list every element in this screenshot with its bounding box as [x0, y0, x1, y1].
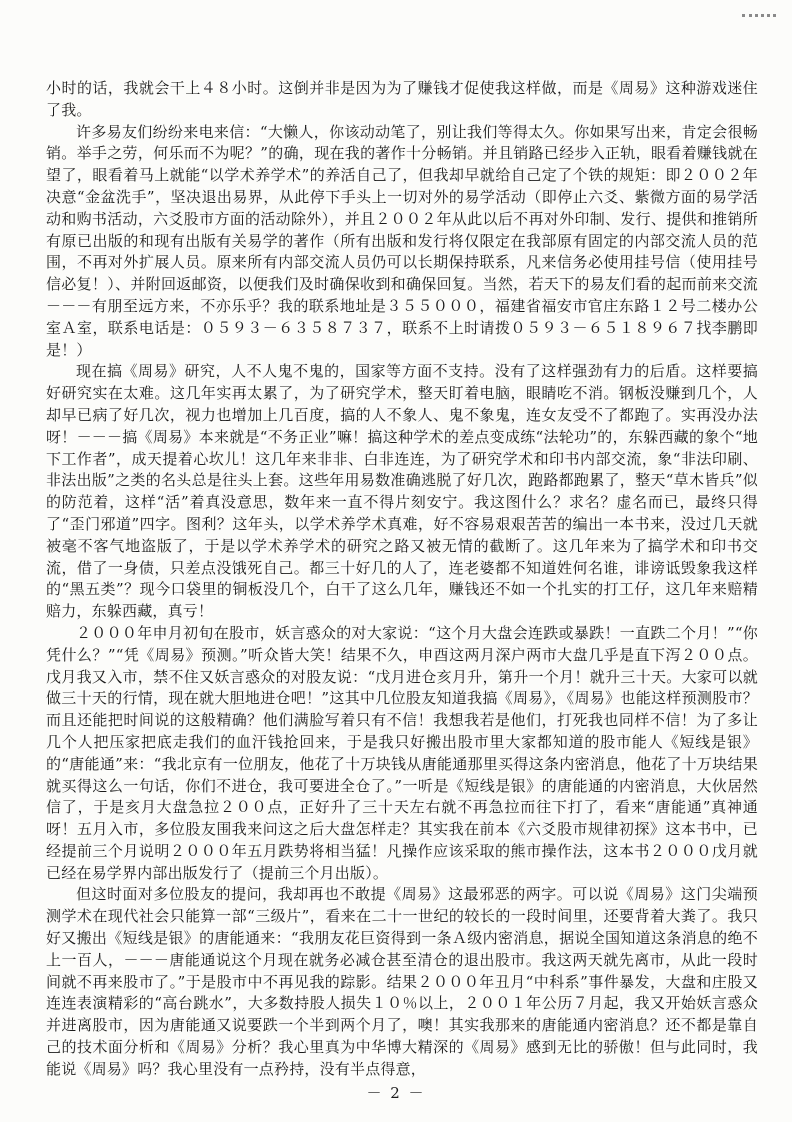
paragraph-research-hardship: 现在搞《周易》研究，人不人鬼不鬼的，国家等方面不支持。没有了这样强劲有力的后盾。这样要搞好研究实在太难。这几年实再太累了，为了研究学术，整天盯着电脑，眼睛吃不消。钢板没赚到几个，人却早已病了好几次，视力也增加上几百度，搞的人不象人、鬼不象鬼，连女友受不了都跑了。实再没办法呀！－－－搞《周易》本来就是“不务正业”嘛！搞这种学术的差点变成练“法轮功”的，东躲西藏的象个“地下工作者”，成天提着心坎儿！这几年来非非、白非连连，为了研究学术和印书内部交流，象“非法印刷、非法出版”之类的名头总是往头上套。这些年用易数准确逃脱了好几次，跑路都跑累了，整天“草木皆兵”似的防范着，这样“活”着真没意思，数年来一直不得片刻安宁。我这图什么？求名？虚名而已，最终只得了“歪门邪道”四字。图利？这年头，以学术养学术真难，好不容易艰艰苦苦的编出一本书来，没过几天就被毫不客气地盗版了，于是以学术养学术的研究之路又被无情的截断了。这几年来为了搞学术和印书交流，借了一身债，只差点没饿死自己。都三十好几的人了，连老婆都不知道姓何名谁，诽谤诋毁象我这样的“黑五类”？现今口袋里的铜板没几个，白干了这么几年，赚钱还不如一个扎实的打工仔，这几年来赔精赔力，东躲西藏，真亏！	[46, 362, 758, 621]
paragraph-stock-prediction-2000: ２０００年申月初旬在股市，妖言惑众的对大家说：“这个月大盘会连跌或暴跌！一直跌二个月！”“你凭什么？”“凭《周易》预测。”听众皆大笑！结果不久，申酉这两月深户两市大盘几乎是直下泻２００点。戊月我又入市，禁不住又妖言惑众的对股友说：“戊月进仓亥月升，第升一个月！就升三十天。大家可以就做三十天的行情，现在就大胆地进仓吧！”这其中几位股友知道我搞《周易》，《周易》也能这样预测股市？而且还能把时间说的这般精确？他们满脸写着只有不信！我想我若是他们，打死我也同样不信！为了多让几个人把压家把底走我们的血汗钱抢回来，于是我只好搬出股市里大家都知道的股市能人《短线是银》的“唐能通”来：“我北京有一位朋友，他花了十万块钱从唐能通那里买得这条内密消息，他花了十万块结果就买得这么一句话，你们不进仓，我可要进全仓了。”一听是《短线是银》的唐能通的内密消息，大伙居然信了，于是亥月大盘急拉２００点，正好升了三十天左右就不再急拉而往下打了，看来“唐能通”真神通呀！五月入市，多位股友围我来问这之后大盘怎样走？其实我在前本《六爻股市规律初探》这本书中，已经提前三个月说明２０００年五月跌势将相当猛！凡操作应该采取的熊市操作法，这本书２０００戊月就已经在易学界内部出版发行了（提前三个月出版）。	[46, 623, 758, 882]
body-text	[46, 78, 758, 1081]
paragraph-retirement-notice: 许多易友们纷纷来电来信：“大懒人，你该动动笔了，别让我们等得太久。你如果写出来，肯定会很畅销。举手之劳，何乐而不为呢？”的确，现在我的著作十分畅销。并且销路已经步入正轨，眼看着赚钱就在望了，眼看着马上就能“以学术养学术”的养活自己了，但我却早就给自己定了个铁的规矩：即２００２年决意“金盆洗手”，坚决退出易界，从此停下手头上一切对外的易学活动（即停止六爻、紫微方面的易学活动和购书活动，六爻股市方面的活动除外），并且２００２年从此以后不再对外印制、发行、提供和推销所有原已出版的和现有出版有关易学的著作（所有出版和发行将仅限定在我部原有固定的内部交流人员的范围，不再对外扩展人员。原来所有内部交流人员仍可以长期保持联系，凡来信务必使用挂号信（使用挂号信必复！）、并附回返邮资，以便我们及时确保收到和确保回复。当然，若天下的易友们看的起而前来交流－－－有朋至远方来，不亦乐乎？我的联系地址是３５５０００，福建省福安市官庄东路１２号二楼办公室Ａ室，联系电话是：０５９３－６３５８７３７，联系不上时请拨０５９３－６５１８９６７找李鹏即是！）	[46, 122, 758, 359]
page-number: － 2 －	[366, 1084, 426, 1102]
paragraph-continued: 小时的话，我就会干上４８小时。这倒并非是因为为了赚钱才促使我这样做，而是《周易》这种游戏迷住了我。	[46, 79, 758, 119]
paragraph-tang-nengtong: 但这时面对多位股友的提问，我却再也不敢提《周易》这最邪恶的两字。可以说《周易》这门尖端预测学术在现代社会只能算一部“三级片”，看来在二十一世纪的较长的一段时间里，还要背着大粪了。我只好又搬出《短线是银》的唐能通来：“我朋友花巨资得到一条Ａ级内密消息，据说全国知道这条消息的绝不上一百人，－－－唐能通说这个月现在就务必减仓甚至清仓的退出股市。我这两天就先离市，从此一段时间就不再来股市了。”于是股市中不再见我的踪影。结果２０００年丑月“中科系”事件暴发，大盘和庄股又连连表演精彩的“高台跳水”，大多数持股人损失１０％以上，２００１年公历７月起，我又开始妖言惑众并进离股市，因为唐能通又说要跌一个半到两个月了，噢！其实我那来的唐能通内密消息？还不都是靠自己的技术面分析和《周易》分析？我心里真为中华博大精深的《周易》感到无比的骄傲！但与此同时，我能说《周易》吗？我心里没有一点矜持，没有半点得意，	[46, 885, 758, 1078]
scan-corner-mark	[742, 14, 776, 27]
